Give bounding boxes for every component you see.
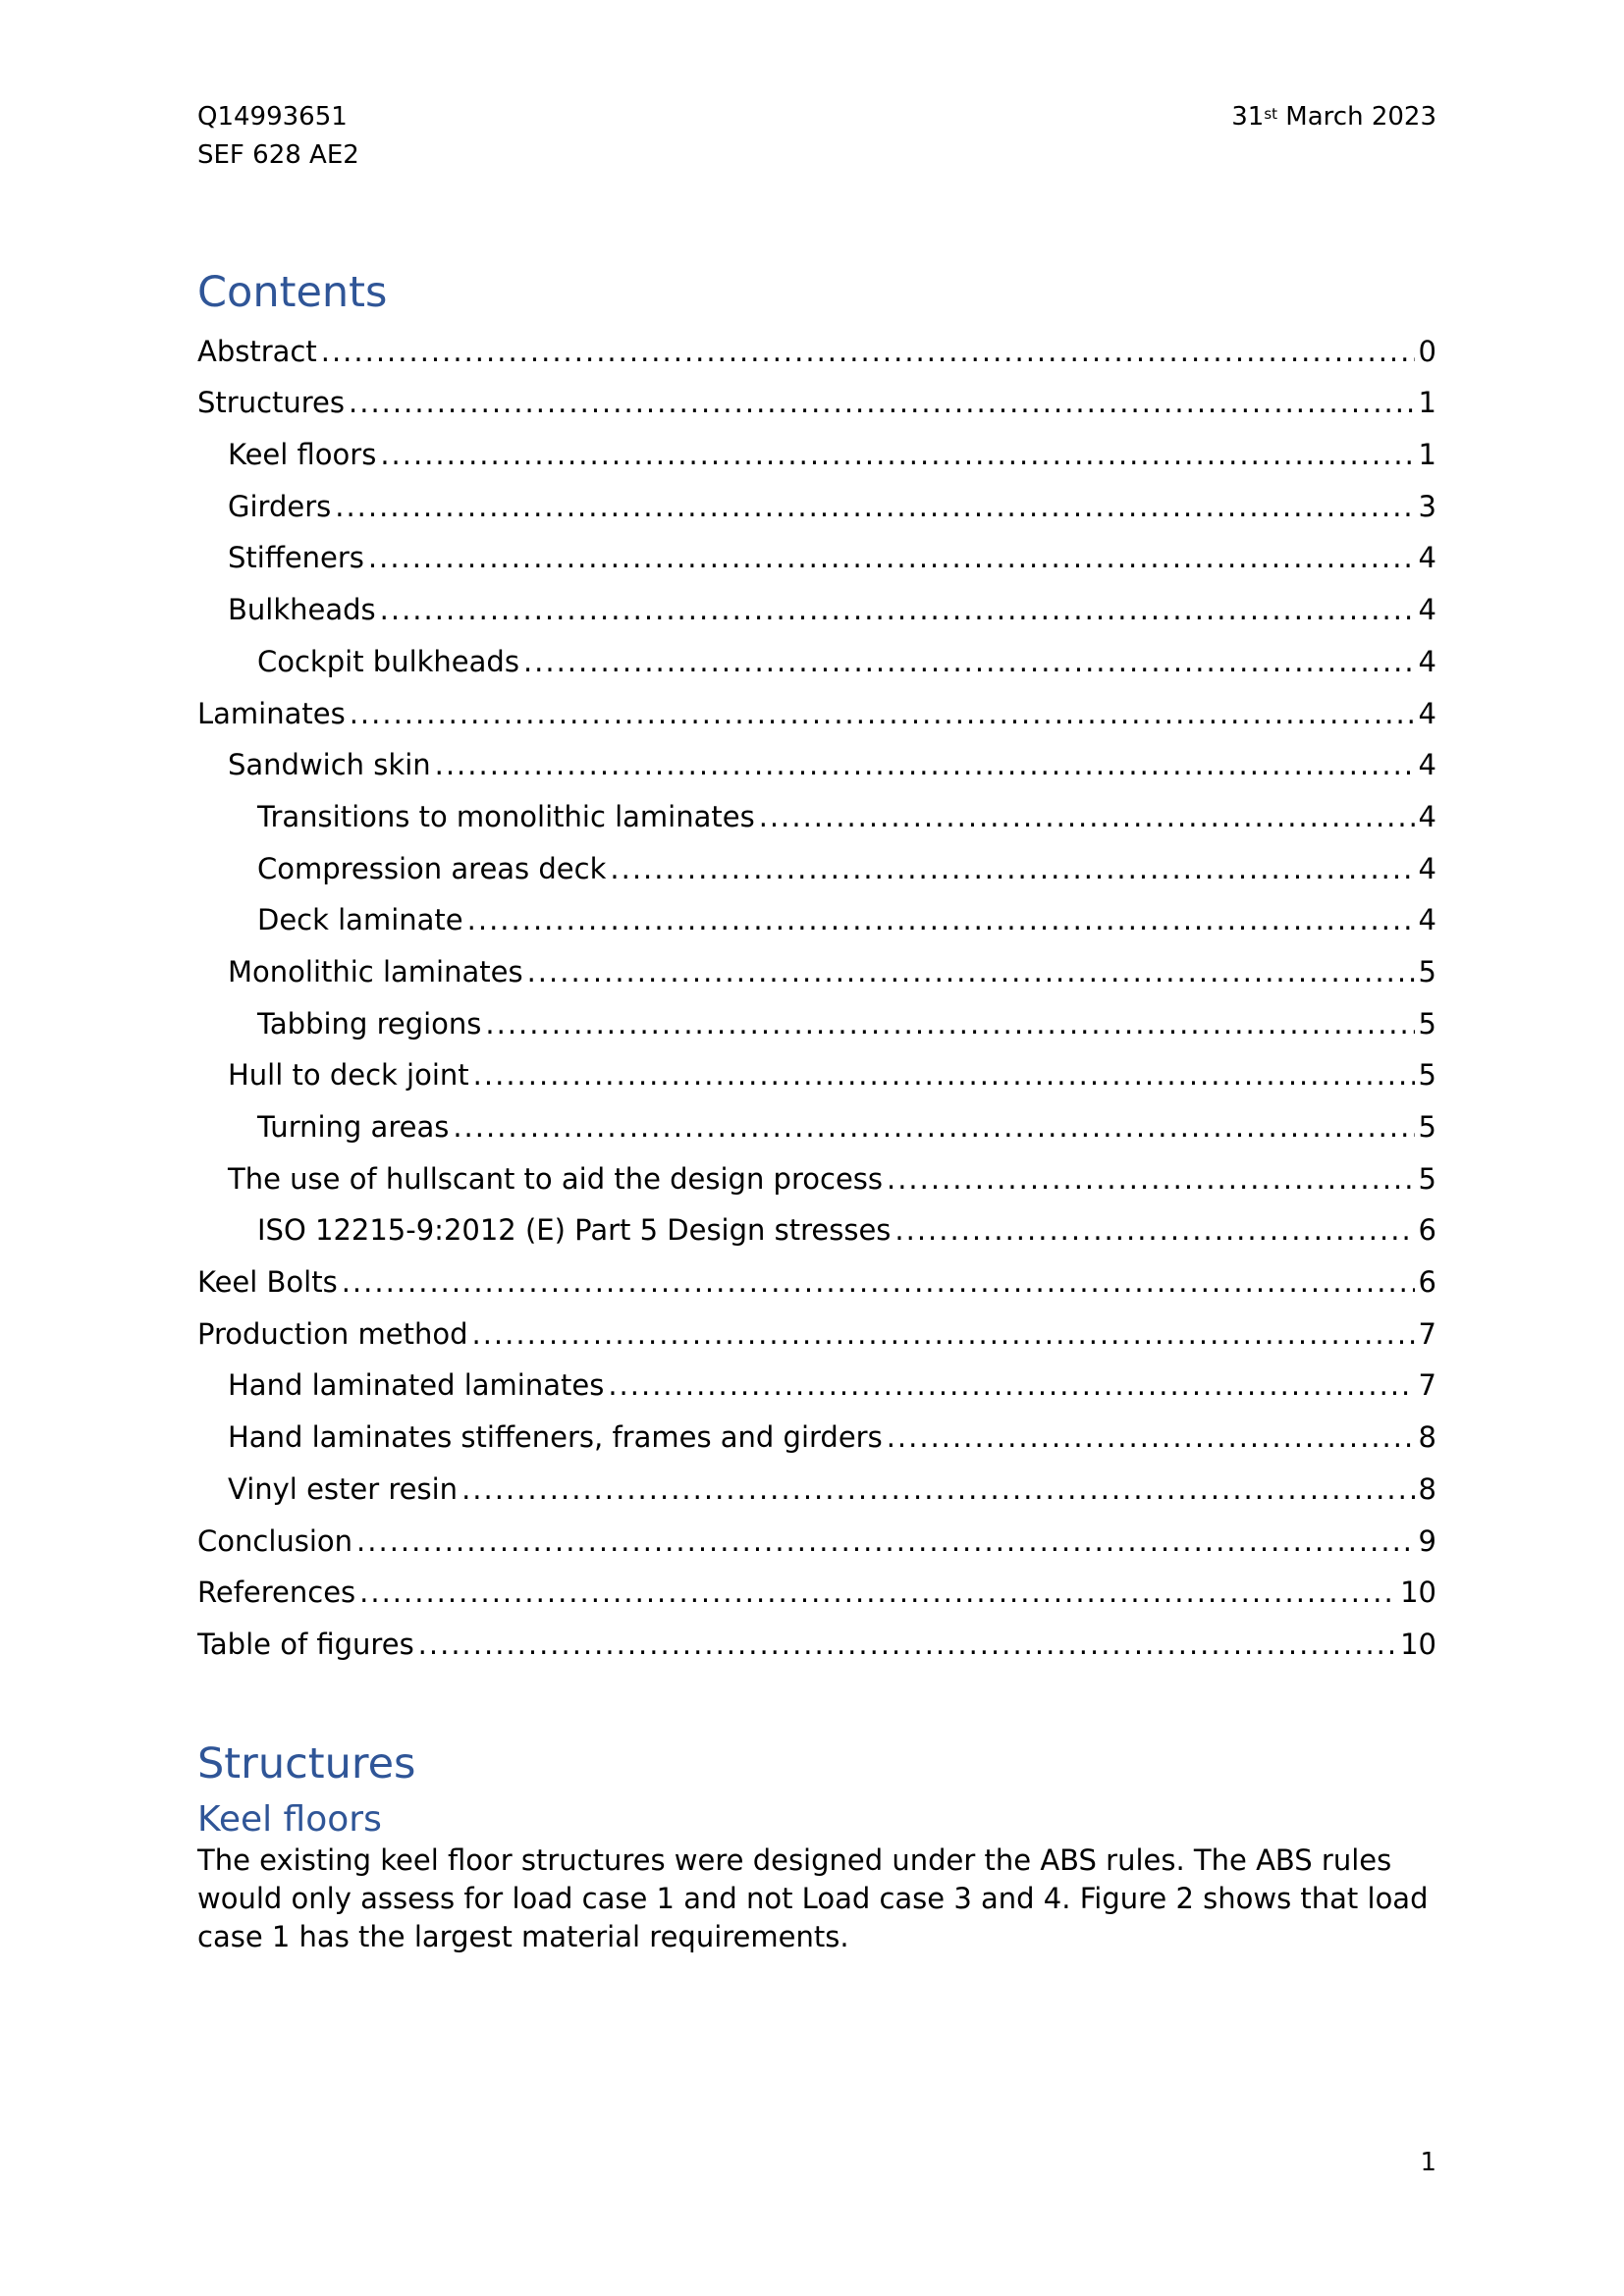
toc-entry-title: Bulkheads [228, 593, 376, 627]
toc-dot-leader [485, 1004, 1414, 1043]
toc-entry-page: 5 [1418, 1110, 1436, 1144]
toc-entry[interactable] [197, 890, 1436, 942]
toc-dot-leader [335, 487, 1414, 526]
toc-dot-leader [435, 745, 1415, 784]
toc-dot-leader [380, 590, 1415, 629]
toc-entry-title: ISO 12215-9:2012 (E) Part 5 Design stresses [257, 1213, 892, 1248]
toc-dot-leader [472, 1314, 1415, 1354]
contents-heading: Contents [197, 268, 388, 317]
toc-entry-page: 4 [1418, 644, 1436, 678]
toc-entry[interactable] [197, 941, 1436, 993]
toc-dot-leader [342, 1262, 1415, 1302]
toc-entry-title: The use of hullscant to aid the design process [228, 1161, 883, 1196]
toc-entry-title: Stiffeners [228, 541, 364, 575]
toc-dot-leader [356, 1522, 1415, 1561]
toc-entry-title: Compression areas deck [257, 851, 607, 885]
toc-entry[interactable] [197, 1252, 1436, 1304]
toc-entry[interactable] [197, 1304, 1436, 1356]
toc-dot-leader [368, 538, 1415, 577]
toc-entry[interactable] [197, 528, 1436, 580]
toc-dot-leader [527, 952, 1415, 991]
toc-entry-page: 6 [1418, 1213, 1436, 1248]
toc-entry-title: Abstract [197, 334, 317, 368]
toc-entry-title: Table of figures [197, 1627, 414, 1661]
toc-entry[interactable] [197, 735, 1436, 787]
toc-entry-title: Hand laminated laminates [228, 1368, 605, 1403]
toc-entry[interactable] [197, 1148, 1436, 1201]
toc-entry-page: 4 [1418, 748, 1436, 782]
toc-dot-leader [608, 1365, 1414, 1405]
toc-entry-page: 8 [1418, 1471, 1436, 1506]
toc-entry[interactable] [197, 1614, 1436, 1666]
toc-entry[interactable] [197, 1356, 1436, 1408]
toc-entry-title: Structures [197, 386, 346, 420]
toc-entry-page: 4 [1418, 851, 1436, 885]
toc-entry-title: Laminates [197, 696, 346, 730]
toc-entry[interactable] [197, 373, 1436, 425]
module-code: SEF 628 AE2 [197, 140, 359, 170]
section-heading: Structures [197, 1739, 416, 1789]
toc-entry-page: 10 [1400, 1575, 1436, 1610]
toc-entry-title: Hull to deck joint [228, 1058, 469, 1093]
toc-entry-title: Monolithic laminates [228, 954, 523, 988]
toc-dot-leader [418, 1625, 1396, 1664]
date-day: 31 [1231, 102, 1265, 132]
toc-entry[interactable] [197, 786, 1436, 838]
toc-entry[interactable] [197, 1459, 1436, 1511]
toc-dot-leader [523, 642, 1415, 681]
toc-entry[interactable] [197, 631, 1436, 683]
toc-entry[interactable] [197, 1563, 1436, 1615]
toc-dot-leader [359, 1573, 1396, 1612]
header-left [197, 98, 359, 175]
toc-dot-leader [461, 1469, 1414, 1509]
toc-entry[interactable] [197, 579, 1436, 631]
toc-entry-title: Girders [228, 489, 332, 523]
toc-entry-page: 7 [1418, 1368, 1436, 1403]
toc-entry[interactable] [197, 1201, 1436, 1253]
date-rest: March 2023 [1277, 102, 1436, 132]
toc-entry-page: 4 [1418, 799, 1436, 833]
toc-dot-leader [887, 1159, 1415, 1199]
toc-entry-title: Turning areas [257, 1110, 450, 1144]
toc-entry-page: 3 [1418, 489, 1436, 523]
toc-entry[interactable] [197, 424, 1436, 476]
toc-entry[interactable] [197, 476, 1436, 528]
toc-entry[interactable] [197, 1045, 1436, 1097]
toc-dot-leader [759, 797, 1415, 836]
toc-dot-leader [453, 1107, 1414, 1147]
toc-entry[interactable] [197, 838, 1436, 890]
toc-entry[interactable] [197, 1511, 1436, 1563]
toc-dot-leader [610, 849, 1414, 888]
toc-entry-title: Keel Bolts [197, 1265, 338, 1300]
toc-entry-page: 5 [1418, 1058, 1436, 1093]
toc-entry-page: 4 [1418, 541, 1436, 575]
toc-entry-page: 6 [1418, 1265, 1436, 1300]
toc-dot-leader [349, 383, 1415, 422]
toc-entry-title: Vinyl ester resin [228, 1471, 459, 1506]
toc-dot-leader [380, 435, 1414, 474]
body-paragraph: The existing keel floor structures were designed under the ABS rules. The ABS rules would only assess for load case 1 and not Load case 3 and 4. Figure 2 shows that load case 1 has the largest material requirements. [197, 1843, 1429, 1953]
toc-entry-page: 5 [1418, 954, 1436, 988]
toc-entry-title: Conclusion [197, 1523, 353, 1558]
toc-entry-page: 9 [1418, 1523, 1436, 1558]
toc-entry[interactable] [197, 1096, 1436, 1148]
toc-dot-leader [350, 694, 1415, 733]
toc-entry-page: 4 [1418, 903, 1436, 937]
toc-entry-page: 4 [1418, 696, 1436, 730]
toc-entry[interactable] [197, 993, 1436, 1045]
toc-entry-title: Cockpit bulkheads [257, 644, 519, 678]
toc-entry-title: Transitions to monolithic laminates [257, 799, 755, 833]
toc-entry-page: 5 [1418, 1006, 1436, 1041]
page-number: 1 [1420, 2148, 1436, 2177]
student-id: Q14993651 [197, 102, 348, 132]
toc-entry-title: References [197, 1575, 356, 1610]
toc-dot-leader [473, 1055, 1415, 1095]
header-date [1231, 98, 1436, 136]
toc-entry-page: 1 [1418, 438, 1436, 472]
toc-entry[interactable] [197, 683, 1436, 735]
toc-dot-leader [321, 332, 1415, 371]
toc-dot-leader [467, 900, 1415, 939]
subsection-heading: Keel floors [197, 1799, 382, 1840]
toc-entry-title: Keel floors [228, 438, 377, 472]
toc-entry-page: 4 [1418, 593, 1436, 627]
toc-entry-page: 1 [1418, 386, 1436, 420]
toc-entry-title: Tabbing regions [257, 1006, 482, 1041]
toc-entry-title: Sandwich skin [228, 748, 431, 782]
toc-entry[interactable] [197, 1407, 1436, 1459]
toc-entry-page: 0 [1418, 334, 1436, 368]
toc-entry-page: 8 [1418, 1420, 1436, 1455]
date-suffix: st [1264, 105, 1278, 123]
toc-entry-title: Production method [197, 1316, 468, 1351]
toc-entry-page: 5 [1418, 1161, 1436, 1196]
toc-entry-title: Deck laminate [257, 903, 463, 937]
toc-dot-leader [887, 1417, 1415, 1457]
toc-entry-title: Hand laminates stiffeners, frames and girders [228, 1420, 883, 1455]
toc-entry-page: 10 [1400, 1627, 1436, 1661]
table-of-contents [197, 321, 1436, 1666]
toc-dot-leader [894, 1210, 1414, 1250]
toc-entry-page: 7 [1418, 1316, 1436, 1351]
toc-entry[interactable] [197, 321, 1436, 373]
